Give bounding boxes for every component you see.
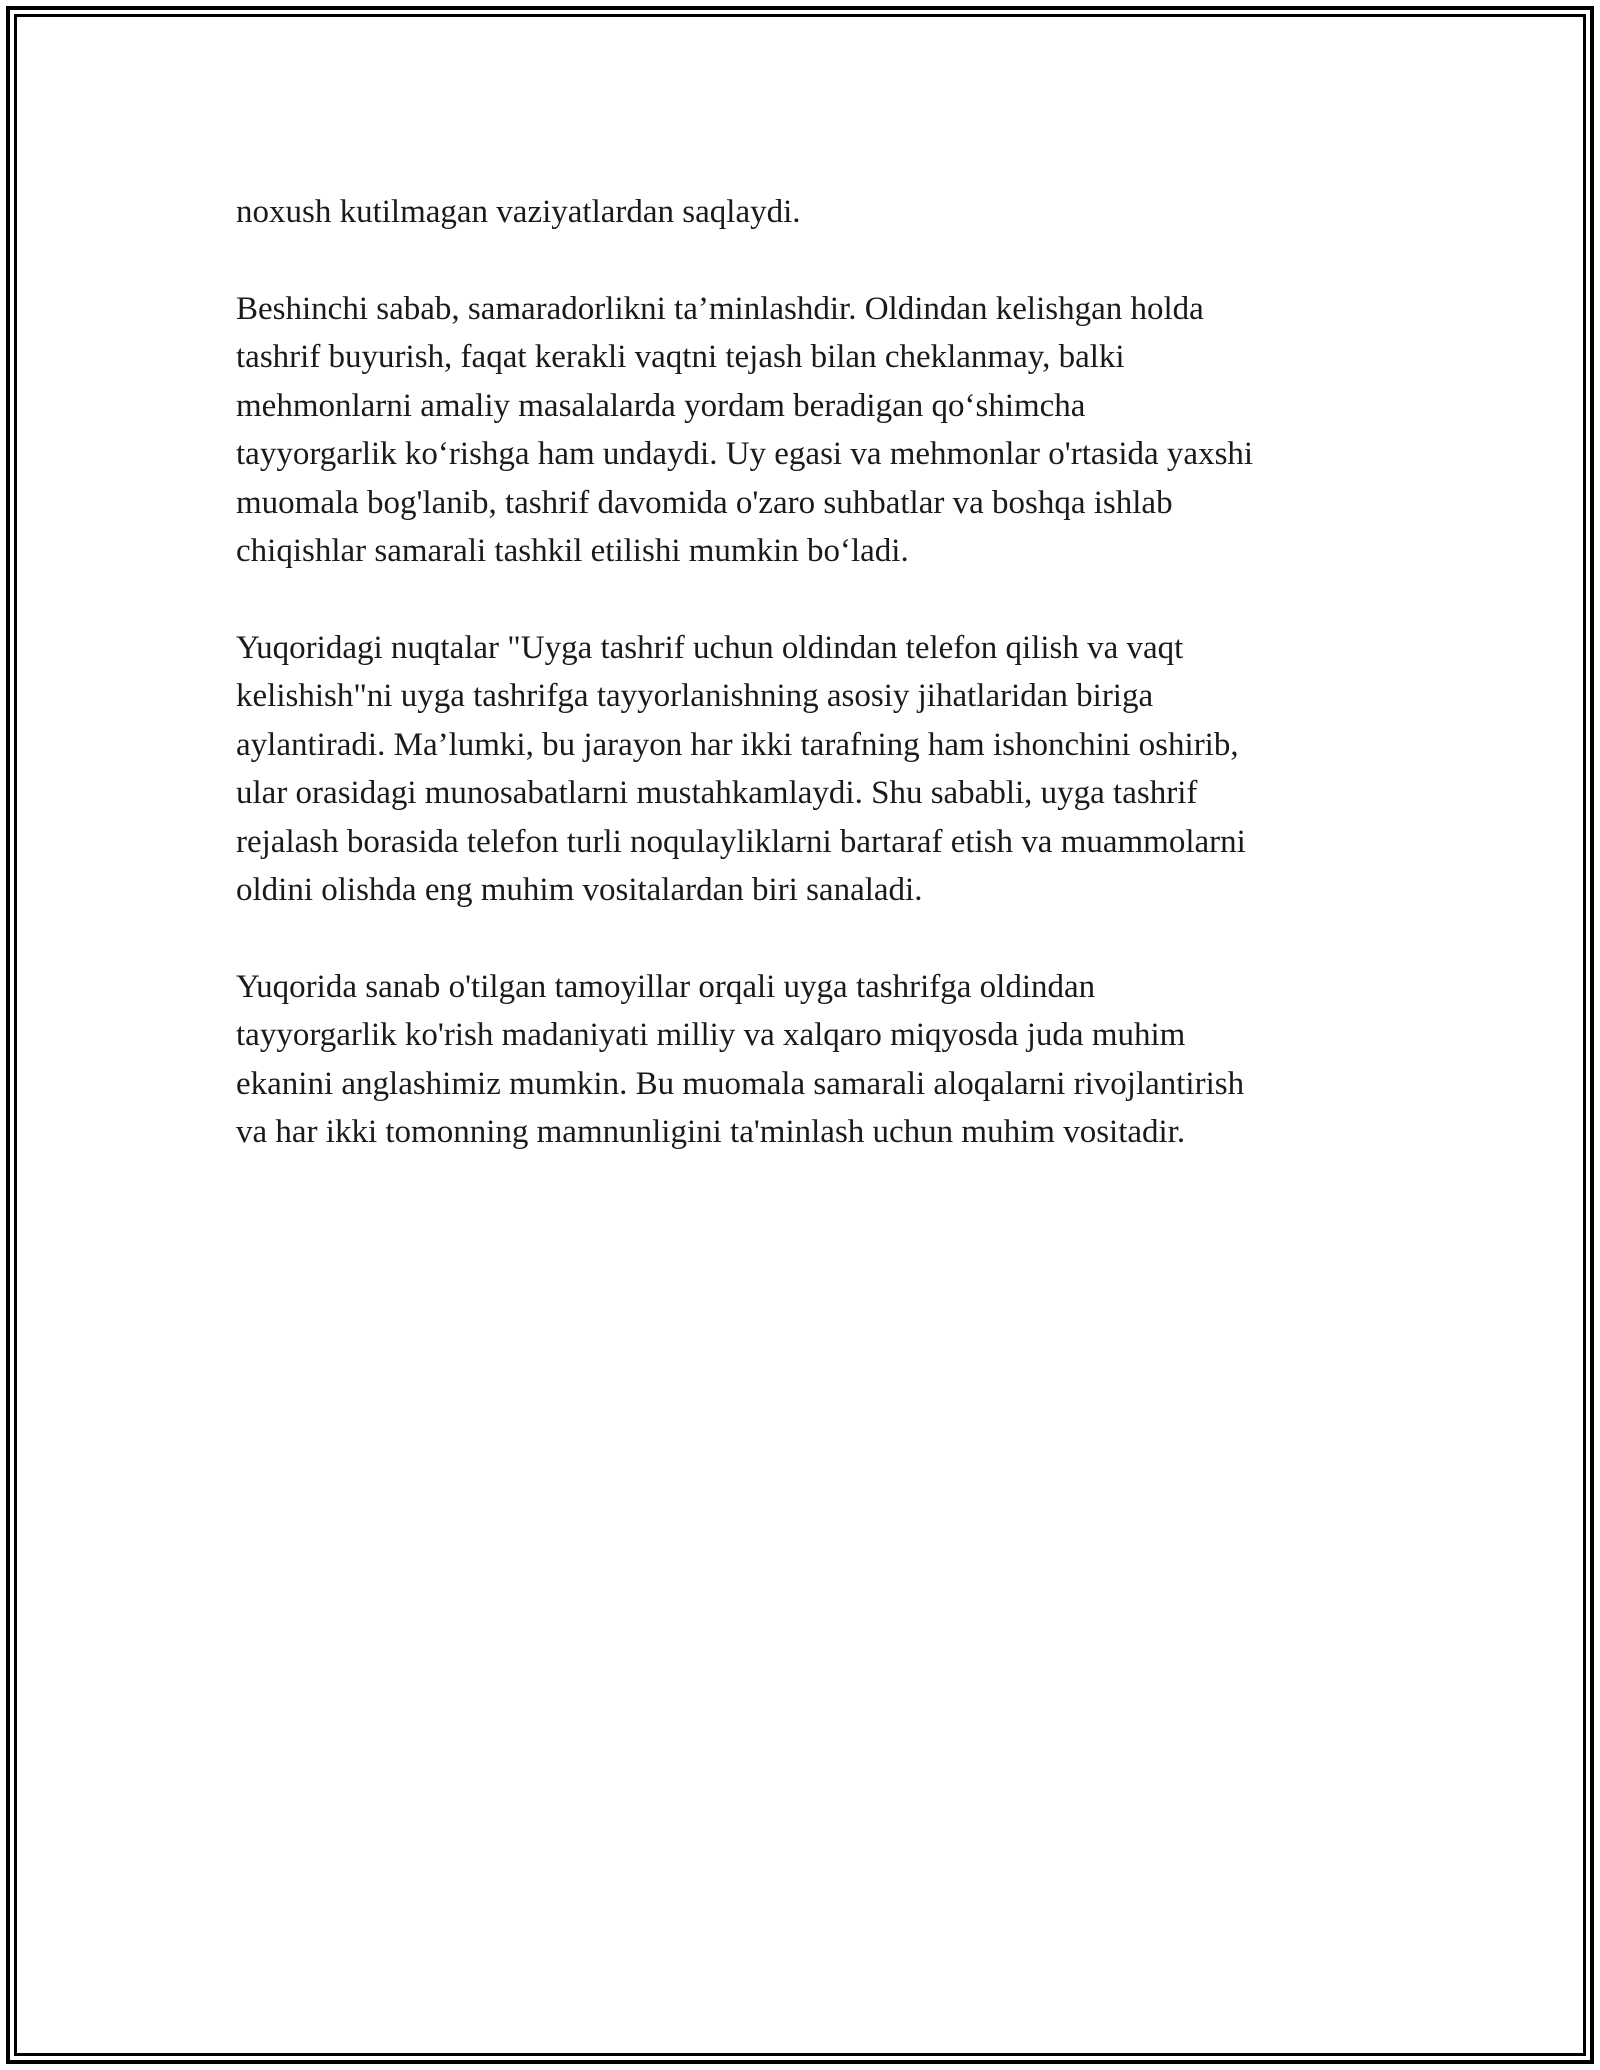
text-line: Yuqoridagi nuqtalar "Uyga tashrif uchun oldindan telefon qilish va vaqt — [236, 629, 1184, 666]
paragraph-4 — [236, 963, 1386, 1157]
text-line: tayyorgarlik ko'rish madaniyati milliy va xalqaro miqyosda juda muhim — [236, 1017, 1186, 1053]
text-line: oldini olishda eng muhim vositalardan biri sanaladi. — [236, 872, 923, 908]
text-line: va har ikki tomonning mamnunligini ta'minlash uchun muhim vositadir. — [236, 1114, 1186, 1150]
document-body — [236, 188, 1386, 1205]
paragraph-2 — [236, 285, 1386, 576]
paragraph-1 — [236, 188, 1386, 237]
text-line: chiqishlar samarali tashkil etilishi mumkin bo‘ladi. — [236, 533, 909, 569]
text-line: ekanini anglashimiz mumkin. Bu muomala samarali aloqalarni rivojlantirish — [236, 1065, 1245, 1102]
text-line: tashrif buyurish, faqat kerakli vaqtni tejash bilan cheklanmay, balki — [236, 339, 1125, 375]
paragraph-3 — [236, 624, 1386, 915]
text-line: muomala bog'lanib, tashrif davomida o'zaro suhbatlar va boshqa ishlab — [236, 484, 1173, 521]
text-line: rejalash borasida telefon turli noqulayliklarni bartaraf etish va muammolarni — [236, 823, 1246, 860]
text-line: ular orasidagi munosabatlarni mustahkamlaydi. Shu sababli, uyga tashrif — [236, 775, 1198, 811]
text-line: aylantiradi. Ma’lumki, bu jarayon har ikki tarafning ham ishonchini oshirib, — [236, 726, 1239, 763]
text-line: kelishish"ni uyga tashrifga tayyorlanishning asosiy jihatlaridan biriga — [236, 678, 1154, 714]
text-line: Yuqorida sanab o'tilgan tamoyillar orqali uyga tashrifga oldindan — [236, 968, 1096, 1005]
text-line: mehmonlarni amaliy masalalarda yordam beradigan qo‘shimcha — [236, 387, 1086, 424]
text-line: noxush kutilmagan vaziyatlardan saqlaydi. — [236, 194, 801, 230]
text-line: Beshinchi sabab, samaradorlikni ta’minlashdir. Oldindan kelishgan holda — [236, 290, 1204, 327]
text-line: tayyorgarlik ko‘rishga ham undaydi. Uy egasi va mehmonlar o'rtasida yaxshi — [236, 436, 1254, 472]
